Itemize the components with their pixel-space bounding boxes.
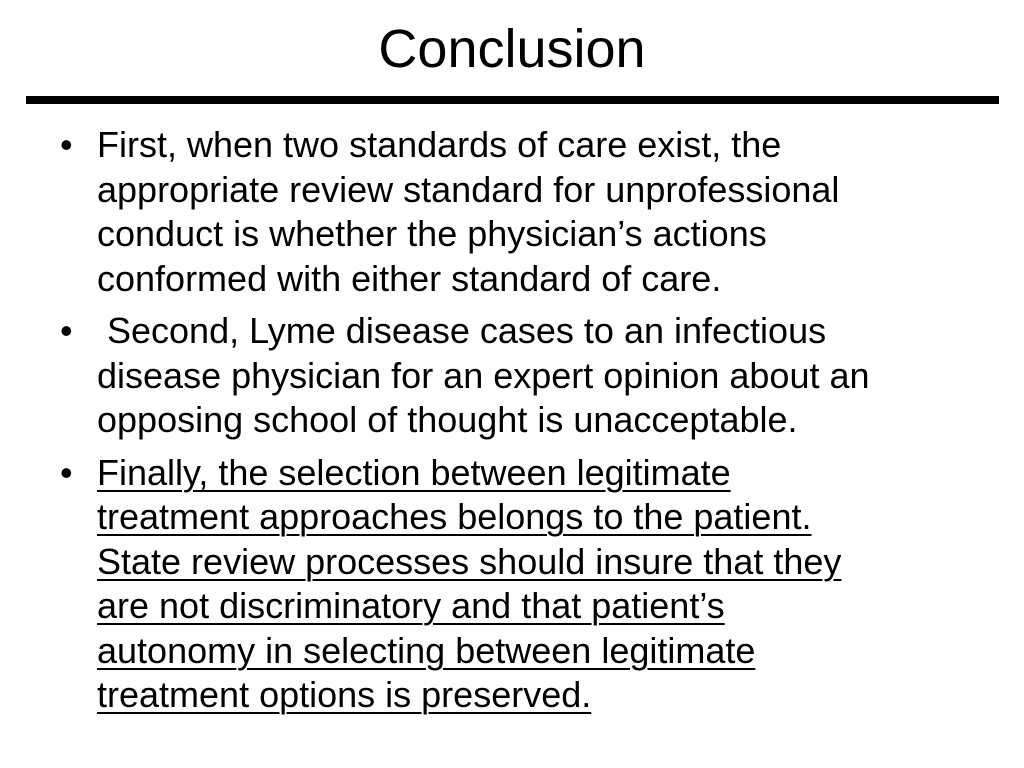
bullet-line: First, when two standards of care exist, the bbox=[97, 124, 782, 165]
bullet-marker: • bbox=[60, 310, 73, 351]
title-divider bbox=[26, 96, 999, 104]
bullet-text bbox=[97, 123, 1024, 301]
bullet-marker: • bbox=[60, 124, 73, 165]
bullet-line: disease physician for an expert opinion about an bbox=[97, 354, 870, 396]
bullet-line: opposing school of thought is unacceptable. bbox=[97, 399, 798, 440]
bullet-line: are not discriminatory and that patient’s bbox=[97, 585, 725, 626]
bullet-text bbox=[97, 309, 1024, 443]
bullet-item-third bbox=[0, 451, 1024, 718]
bullet-line: treatment options is preserved. bbox=[97, 674, 592, 715]
bullet-line: State review processes should insure that they bbox=[97, 540, 842, 582]
bullet-line: Second, Lyme disease cases to an infectious bbox=[97, 310, 827, 351]
bullet-line: conformed with either standard of care. bbox=[97, 257, 722, 299]
slide-title: Conclusion bbox=[378, 19, 646, 79]
bullet-list bbox=[0, 123, 1024, 726]
bullet-line: Finally, the selection between legitimate bbox=[97, 451, 731, 493]
bullet-marker: • bbox=[60, 451, 73, 493]
bullet-line: conduct is whether the physician’s actions bbox=[97, 213, 767, 254]
bullet-line: appropriate review standard for unprofessional bbox=[97, 168, 840, 210]
bullet-text bbox=[97, 451, 1024, 718]
bullet-line: treatment approaches belongs to the patient. bbox=[97, 496, 812, 537]
bullet-item-second bbox=[0, 309, 1024, 443]
bullet-item-first bbox=[0, 123, 1024, 301]
bullet-line: autonomy in selecting between legitimate bbox=[97, 629, 756, 671]
